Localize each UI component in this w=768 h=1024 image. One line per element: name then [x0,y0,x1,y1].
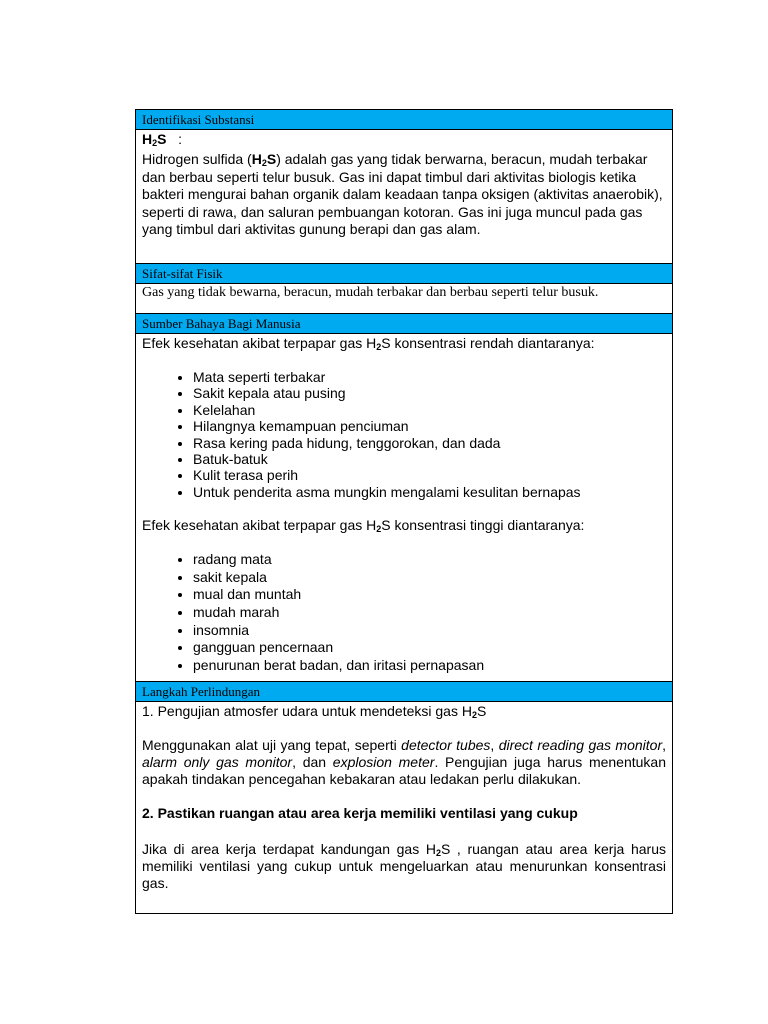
identification-formula-sub: 2 [261,158,267,168]
list-item: • Sakit kepala atau pusing [193,385,666,401]
section-header-hazard: Sumber Bahaya Bagi Manusia [136,314,672,334]
list-item: • Kulit terasa perih [193,467,666,483]
high-concentration-intro [142,517,666,534]
p2-text-b: S , ruangan atau area kerja harus memiliki ventilasi yang cukup untuk mengeluarkan atau menurunkan konsentrasi gas. [142,841,666,892]
list-item: • radang mata [193,551,666,569]
step1-text: 1. Pengujian atmosfer udara untuk mendeteksi gas H [142,703,472,720]
p1-text-b: , [490,737,499,754]
formula-s: S [157,131,167,147]
formula-sub: 2 [152,138,158,148]
list-item: • mudah marah [193,604,666,622]
formula-separator: : [178,131,183,147]
section-header-identification: Identifikasi Substansi [136,110,672,130]
formula-title [142,131,666,148]
list-item: • Batuk-batuk [193,451,666,467]
step1-sub: 2 [471,710,477,721]
low-intro-a: Efek kesehatan akibat terpapar gas H [142,334,377,351]
protection-paragraph-2 [142,841,666,892]
list-item: • Hilangnya kemampuan penciuman [193,418,666,434]
p1-text-d: , dan [292,754,333,771]
identification-cell [136,130,672,264]
low-intro-sub: 2 [376,341,382,352]
identification-text-a: Hidrogen sulfida ( [142,151,252,167]
list-item: • penurunan berat badan, dan iritasi pernapasan [193,657,666,675]
protection-paragraph-1 [142,737,666,788]
list-item: • sakit kepala [193,569,666,587]
protection-step-2: 2. Pastikan ruangan atau area kerja memiliki ventilasi yang cukup [142,805,578,822]
physical-cell [136,284,672,314]
identification-paragraph [142,151,666,239]
p1-text-e: . Pengujian juga harus menentukan apakah tindakan pencegahan kebakaran atau ledakan perlu dilakukan. [142,754,666,788]
high-effects-list [142,551,666,674]
p1-text-c: , [662,737,666,754]
protection-cell [136,702,672,913]
high-intro-a: Efek kesehatan akibat terpapar gas H [142,517,377,534]
identification-formula-h: H [251,151,262,167]
list-item: • Kelelahan [193,402,666,418]
identification-text-b: ) adalah gas yang tidak berwarna, beracun, mudah terbakar dan berbau seperti telur busuk. Gas ini dapat timbul dari aktivitas biologis ketika bakteri mengurai bahan organik dalam keadaan tanpa oksigen (aktivitas anaerobik), seperti di rawa, dan saluran pembuangan kotoran. Gas ini juga muncul pada gas yang timbul dari aktivitas gunung berapi dan gas alam. [142,151,663,238]
list-item: • gangguan pencernaan [193,639,666,657]
list-item: • mual dan muntah [193,586,666,604]
p2-text-a: Jika di area kerja terdapat kandungan gas H [142,841,436,858]
section-header-physical: Sifat-sifat Fisik [136,264,672,284]
substance-info-table [135,109,673,914]
low-effects-list [142,369,666,500]
physical-text: Gas yang tidak bewarna, beracun, mudah terbakar dan berbau seperti telur busuk. [142,284,599,300]
list-item: • Untuk penderita asma mungkin mengalami kesulitan bernapas [193,484,666,500]
section-header-protection: Langkah Perlindungan [136,682,672,702]
low-concentration-intro [142,335,666,352]
step1-end: S [477,703,487,720]
protection-step-1 [142,703,666,720]
p1-text-a: Menggunakan alat uji yang tepat, seperti [142,737,402,754]
p1-italic-2: direct reading gas monitor [498,737,663,754]
list-item: • insomnia [193,622,666,640]
high-intro-sub: 2 [376,524,382,535]
high-intro-b: S konsentrasi tinggi diantaranya: [381,517,585,534]
formula-h: H [142,131,153,147]
p1-italic-1: detector tubes [401,737,491,754]
list-item: • Mata seperti terbakar [193,369,666,385]
p1-italic-3: alarm only gas monitor [142,754,293,771]
identification-formula-s: S [266,151,277,167]
list-item: • Rasa kering pada hidung, tenggorokan, dan dada [193,435,666,451]
p1-italic-4: explosion meter [332,754,435,771]
low-intro-b: S konsentrasi rendah diantaranya: [381,334,595,351]
hazard-cell [136,334,672,682]
p2-sub: 2 [435,848,441,859]
